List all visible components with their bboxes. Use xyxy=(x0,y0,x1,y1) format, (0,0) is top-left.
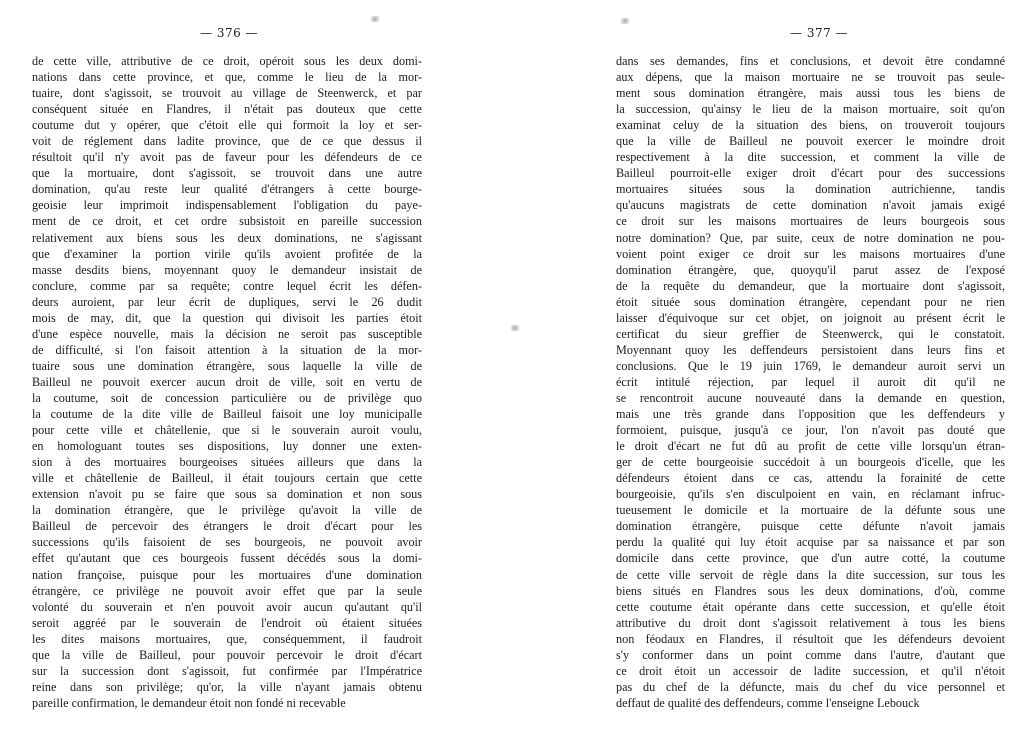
text-line: de cette ville servoit de règle dans la dite succession, sur tous les xyxy=(616,567,1005,582)
text-line: non féodaux en Flandres, il résultoit que les défendeurs devoient xyxy=(616,631,1005,646)
text-line: domicile dans cette province, que d'un autre cotté, la coutume xyxy=(616,551,1005,566)
text-line: sion à des mortuaires bourgeoises situées ailleurs que dans la xyxy=(32,455,422,470)
text-line: sur la succession dont s'agissoit, fut confirmée par l'Impératrice xyxy=(32,663,422,678)
text-line: nations dans cette province, et que, comme le lieu de la mor- xyxy=(32,70,422,85)
text-line: ce droit sur les maisons mortuaires de leurs bourgeois sous xyxy=(616,214,1005,229)
text-line: relativement aux biens sous les deux dominations, ne s'agissant xyxy=(32,230,422,245)
text-line: de cette ville, attributive de ce droit, opéroit sous les deux domi- xyxy=(32,54,422,68)
text-line: que la ville de Bailleul, pour pouvoir percevoir le droit d'écart xyxy=(32,647,422,662)
text-line: notre domination? Que, par suite, ceux de notre domination ne pou- xyxy=(616,230,1005,245)
scan-speck xyxy=(618,18,632,24)
text-line: mais une très grande dans l'opposition que les deffendeurs y xyxy=(616,407,1005,422)
text-line: tuaire sous une domination étrangère, sous laquelle la ville de xyxy=(32,358,422,373)
text-line: que la ville de Bailleul ne pouvoit exercer le moindre droit xyxy=(616,134,1005,149)
text-line: de difficulté, si l'on faisoit attention à la situation de la mor- xyxy=(32,342,422,357)
text-line: conclusions. Que le 19 juin 1769, le demandeur auroit servi un xyxy=(616,358,1005,373)
text-line: pour cette ville et châtellenie, que si le souverain auroit voulu, xyxy=(32,423,422,438)
text-line: perdu la qualité qui luy étoit acquise par sa naissance et par son xyxy=(616,535,1005,550)
text-line: étoit située sous domination étrangère, cependant pour ne rien xyxy=(616,294,1005,309)
text-line: successions qu'ils faisoient de ses bourgeois, ne pouvoit avoir xyxy=(32,535,422,550)
text-line: aux dépens, que la maison mortuaire ne se trouvoit pas seule- xyxy=(616,70,1005,85)
text-line: domination étrangère, que, quoyqu'il parut assez de l'exposé xyxy=(616,262,1005,277)
text-line: ger de cette bourgeoisie succédoit à un bourgeois d'icelle, que les xyxy=(616,455,1005,470)
text-line: effet qu'autant que ces bourgeois fussent décédés sous la domi- xyxy=(32,551,422,566)
text-line: que la mortuaire, dont s'agissoit, se trouvoit dans une autre xyxy=(32,166,422,181)
text-line: respectivement à la dite succession, et comment la ville de xyxy=(616,150,1005,165)
text-line: Bailleul ne pouvoit exercer aucun droit de ville, soit en vertu de xyxy=(32,374,422,389)
text-line: dans ses demandes, fins et conclusions, et devoit être condamné xyxy=(616,54,1005,68)
scan-speck xyxy=(368,16,382,22)
text-line: conséquent située en Flandres, il n'était pas douteux que cette xyxy=(32,102,422,117)
text-line: laisser d'équivoque sur cet objet, on joignoit au présent écrit le xyxy=(616,310,1005,325)
text-line: la succession, qu'ainsy le lieu de la maison mortuaire, soit qu'on xyxy=(616,102,1005,117)
text-line: d'une espèce nouvelle, mais la décision ne seroit pas susceptible xyxy=(32,326,422,341)
text-line: mois de may, dit, que la question qui divisoit les parties étoit xyxy=(32,310,422,325)
text-line: s'y conformer dans un point comme dans l'autre, d'autant que xyxy=(616,647,1005,662)
text-line: pareille confirmation, le demandeur étoit non fondé ni recevable xyxy=(32,695,346,710)
text-line: le droit d'écart ne fut dû au profit de cette ville lorsqu'un étran- xyxy=(616,439,1005,454)
text-line: extension n'avoit pu se faire que sous sa domination et non sous xyxy=(32,487,422,502)
text-line: les dites maisons mortuaires, que, conséquemment, il faudroit xyxy=(32,631,422,646)
text-line: reine dans son privilège; qu'or, la ville n'ayant jamais obtenu xyxy=(32,679,422,694)
text-line: nation françoise, puisque pour les mortuaires d'une domination xyxy=(32,567,422,582)
text-line: geoisie leur imprimoit indispensablement l'obligation du paye- xyxy=(32,198,422,213)
text-line: tueusement le domicile et la mortuaire de la défunte sous une xyxy=(616,503,1005,518)
text-line: défendeurs étoient dans ce cas, attendu la forainité de cette xyxy=(616,471,1005,486)
text-line: pas du chef de la défuncte, mais du chef du vice personnel et xyxy=(616,679,1005,694)
text-line: volonté du souverain et n'en pouvoit avoir aucun qu'autant qu'il xyxy=(32,599,422,614)
text-line: ce droit étoit un accessoir de ladite succession, et qu'il n'étoit xyxy=(616,663,1005,678)
text-line: la coutume de la dite ville de Bailleul faisoit une loy municipalle xyxy=(32,407,422,422)
text-line: tuaire, dont s'agissoit, se trouvoit au village de Steenwerck, et par xyxy=(32,86,422,101)
right-page xyxy=(512,0,1024,741)
text-line: mortuaires situées sous la domination autrichienne, tandis xyxy=(616,182,1005,197)
text-line: seroit aggréé par le souverain de l'endroit où étaient situées xyxy=(32,615,422,630)
scan-speck xyxy=(508,325,522,331)
text-line: la coutume, soit de concession particulière ou de privilège quo xyxy=(32,390,422,405)
text-line: certificat du sieur greffier de Steenwerck, qui le constatoit. xyxy=(616,326,1005,341)
text-line: étrangère, ce privilège ne pouvoit avoir effet que par la seule xyxy=(32,583,422,598)
text-line: que d'examiner la portion virile qu'ils avoient profitée de la xyxy=(32,246,422,261)
text-line: examinat celuy de la situation des biens, on trouveroit toujours xyxy=(616,118,1005,133)
text-line: la domination étrangère, que le privilège qu'avoit la ville de xyxy=(32,503,422,518)
text-line: de la requête du demandeur, que la mortuaire dont s'agissoit, xyxy=(616,278,1005,293)
body-text xyxy=(32,53,422,711)
text-line: ville et châtellenie de Bailleul, il était toujours certain que cette xyxy=(32,471,422,486)
text-line: résultoit qu'il n'y avoit pas de faveur pour les défendeurs de ce xyxy=(32,150,422,165)
text-line: Moyennant quoy les deffendeurs persistoient dans leurs fins et xyxy=(616,342,1005,357)
text-line: bourgeoisie, qu'ils s'en disculpoient en vain, en réclamant infruc- xyxy=(616,487,1005,502)
text-line: attributive du droit dont s'agissoit relativement à tous les biens xyxy=(616,615,1005,630)
text-line: qu'aucuns magistrats de cette domination n'avoit jamais exigé xyxy=(616,198,1005,213)
text-line: coutume dut y opérer, que c'étoit elle qui formoit la loy et ser- xyxy=(32,118,422,133)
text-line: Bailleul pourroit-elle exiger droit d'écart pour des successions xyxy=(616,166,1005,181)
text-line: domination étrangère, puisque cette défunte n'avoit jamais xyxy=(616,519,1005,534)
text-line: deurs auroient, par leur écrit de dupliques, servi le 26 dudit xyxy=(32,294,422,309)
text-line: ment de ce droit, et cet ordre subsistoit en pareille succession xyxy=(32,214,422,229)
text-line: écrit intitulé réjection, par lequel il auroit dit qu'il ne xyxy=(616,374,1005,389)
text-line: en homologuant toutes ses dispositions, luy donner une exten- xyxy=(32,439,422,454)
text-line: conclure, comme par sa requête; contre lequel écrit les défen- xyxy=(32,278,422,293)
text-line: formoient, puisque, jusqu'à ce jour, l'on n'avoit pas douté que xyxy=(616,423,1005,438)
text-line: Bailleul de percevoir des étrangers le droit d'écart pour les xyxy=(32,519,422,534)
text-line: voient point exiger ce droit sur les maisons mortuaires d'une xyxy=(616,246,1005,261)
text-line: biens situés en Flandres sous les deux dominations, d'où, comme xyxy=(616,583,1005,598)
text-line: masse desdits biens, moyennant quoy le demandeur insistait de xyxy=(32,262,422,277)
text-line: cette coutume était opérante dans cette succession, et qu'elle étoit xyxy=(616,599,1005,614)
body-text xyxy=(616,53,1005,711)
text-line: voit de réglement dans ladite province, que de ce que dessus il xyxy=(32,134,422,149)
page-number: — 376 — xyxy=(200,26,259,40)
text-line: domination, qu'au reste leur qualité d'étrangers à cette bourge- xyxy=(32,182,422,197)
text-line: deffaut de qualité des deffendeurs, comme l'enseigne Lebouck xyxy=(616,695,920,710)
page-number: — 377 — xyxy=(790,26,849,40)
text-line: ment sous domination étrangère, mais aussi tous les biens de xyxy=(616,86,1005,101)
text-line: se rencontroit aucune nouveauté dans la demande en question, xyxy=(616,390,1005,405)
